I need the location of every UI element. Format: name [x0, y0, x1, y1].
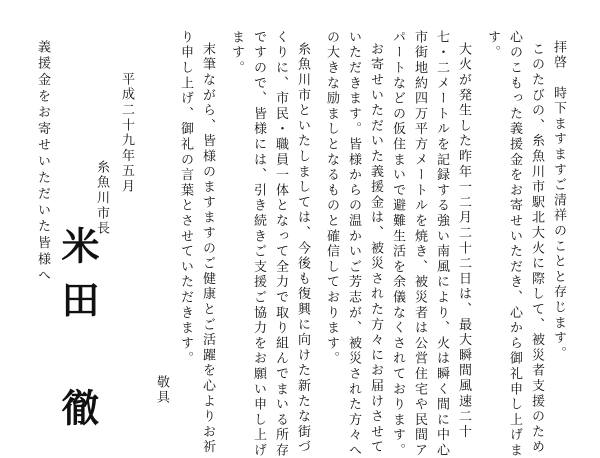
- body-line: パートなどの仮住まいで避難生活を余儀なくされております。: [390, 30, 405, 458]
- sender-name: 米田 徹: [55, 226, 100, 442]
- date: 平成二十九年五月: [119, 72, 134, 195]
- body-line: 心のこもった義援金をお寄せいただき、心から御礼申し上げま: [507, 30, 522, 458]
- body-line: いただきます。皆様からの温かいご芳志が、被災された方々へ: [346, 30, 361, 458]
- sender-title: 糸魚川市長: [94, 160, 109, 237]
- body-line: お寄せいただいた義援金は、被災された方々にお届けさせて: [368, 42, 383, 456]
- body-line: ます。: [229, 30, 244, 76]
- body-line: ですので、皆様には、引き続きご支援ご協力をお願い申し上げ: [251, 30, 266, 458]
- salutation: 拝啓 時下ますますご清祥のことと存じます。: [551, 40, 566, 362]
- body-line: 市街地約四万平方メートルを焼き、被災者は公営住宅や民間ア: [412, 30, 427, 458]
- addressee: 義援金をお寄せいただいた皆様へ: [35, 40, 50, 285]
- body-line: 末筆ながら、皆様のますますのご健康とご活躍を心よりお祈: [200, 42, 215, 456]
- body-line: くりに、市民・職員一体となって全力で取り組んでまいる所存: [273, 30, 288, 458]
- body-line: 糸魚川市といたしましては、今後も復興に向けた新たな街づ: [295, 42, 310, 456]
- closing: 敬具: [154, 375, 169, 406]
- body-line: このたびの、糸魚川市駅北大火に際して、被災者支援のため: [529, 42, 544, 456]
- body-line: す。: [485, 30, 500, 61]
- body-line: 大火が発生した昨年一二月二十二日は、最大瞬間風速二十: [456, 42, 471, 440]
- body-line: 七・二メートルを記録する強い南風により、火は瞬く間に中心: [434, 30, 449, 458]
- body-line: の大きな励ましとなるものと確信しております。: [324, 30, 339, 367]
- body-line: り申し上げ、御礼の言葉とさせていただきます。: [178, 30, 193, 367]
